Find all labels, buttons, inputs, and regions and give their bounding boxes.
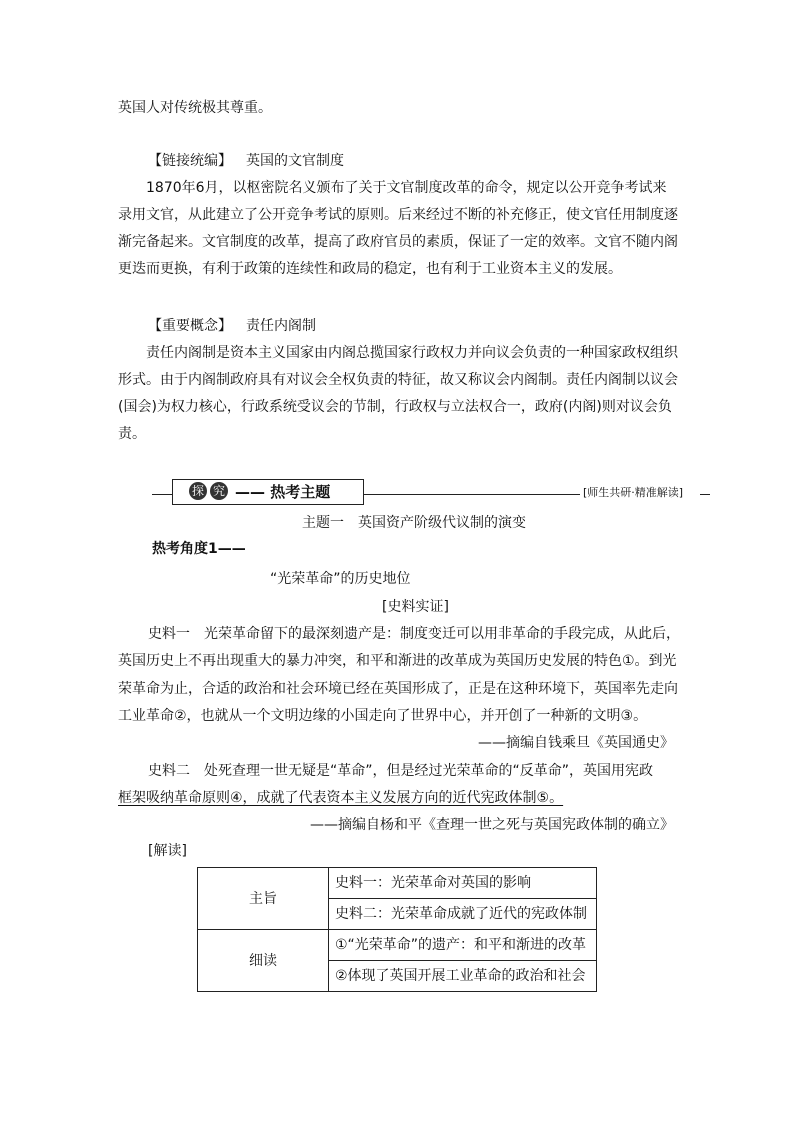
source2-line-1: 史料二 处死查理一世无疑是“革命”，但是经过光荣革命的“反革命”，英国用宪政: [148, 763, 654, 779]
banner-title: —— 热考主题: [235, 483, 331, 501]
banner-rule-right: [700, 494, 710, 495]
link-section-tag: 【链接统编】: [148, 153, 232, 169]
source1-line-1: 史料一 光荣革命留下的最深刻遗产是：制度变迁可以用非革命的手段完成，从此后，: [148, 626, 680, 642]
source-label: [史料实证]: [382, 599, 449, 615]
angle-label: 热考角度1——: [152, 541, 246, 557]
source2-line-2: 框架吸纳革命原则④，成就了代表资本主义发展方向的近代宪政体制⑤。: [118, 790, 564, 806]
concept-section-heading: [148, 316, 316, 336]
intro-tail-text: 英国人对传统极其尊重。: [118, 100, 272, 116]
source1-line-3: 荣革命为止，合适的政治和社会环境已经在英国形成了，正是在这种环境下，英国率先走向: [118, 681, 678, 697]
table-cell: ②体现了英国开展工业革命的政治和社会: [329, 961, 597, 992]
banner-box: [172, 479, 364, 505]
link-section-body: 1870年6月，以枢密院名义颁布了关于文官制度改革的命令，规定以公开竞争考试来录用文官，从此建立了公开竞争考试的原则。后来经过不断的补充修正，使文官任用制度逐渐完备起来。文官制度的改革，提高了政府官员的素质，保证了一定的效率。文官不随内阁更迭而更换，有利于政策的连续性和政局的稳定，也有利于工业资本主义的发展。: [118, 180, 678, 277]
theme-title: 主题一 英国资产阶级代议制的演变: [302, 515, 526, 531]
banner-right-note: [师生共研·精准解读]: [583, 486, 684, 499]
concept-section-tag: 【重要概念】: [148, 318, 232, 334]
table-head-detail: 细读: [198, 930, 329, 992]
banner-char-2: 究: [210, 482, 228, 500]
link-section-title: 英国的文官制度: [246, 153, 344, 169]
table-cell: ①“光荣革命”的遗产：和平和渐进的改革: [329, 930, 597, 961]
interpret-label: [解读]: [148, 843, 187, 859]
source1-line-4: 工业革命②，也就从一个文明边缘的小国走向了世界中心，并开创了一种新的文明③。: [118, 708, 648, 724]
source1-line-2: 英国历史上不再出现重大的暴力冲突，和平和渐进的改革成为英国历史发展的特色①。到光: [118, 653, 677, 669]
table-cell: 史料二：光荣革命成就了近代的宪政体制: [329, 899, 597, 930]
banner-rule-mid: [362, 494, 580, 495]
table-row: [198, 930, 597, 961]
concept-section-title: 责任内阁制: [246, 318, 316, 334]
banner-char-1: 探: [189, 482, 207, 500]
banner-rule-left: [152, 494, 174, 495]
table-cell: 史料一：光荣革命对英国的影响: [329, 868, 597, 899]
interpret-table: [197, 867, 597, 992]
table-head-theme: 主旨: [198, 868, 329, 930]
link-section-heading: [148, 151, 344, 171]
source1-citation: ——摘编自钱乘旦《英国通史》: [478, 735, 674, 751]
concept-section-body: 责任内阁制是资本主义国家由内阁总揽国家行政权力并向议会负责的一种国家政权组织形式。由于内阁制政府具有对议会全权负责的特征，故又称议会内阁制。责任内阁制以议会(国会)为权力核心，行政系统受议会的节制，行政权与立法权合一，政府(内阁)则对议会负责。: [118, 345, 678, 442]
angle-title: “光荣革命”的历史地位: [270, 571, 411, 587]
source2-citation: ——摘编自杨和平《查理一世之死与英国宪政体制的确立》: [310, 817, 674, 833]
table-row: [198, 868, 597, 899]
